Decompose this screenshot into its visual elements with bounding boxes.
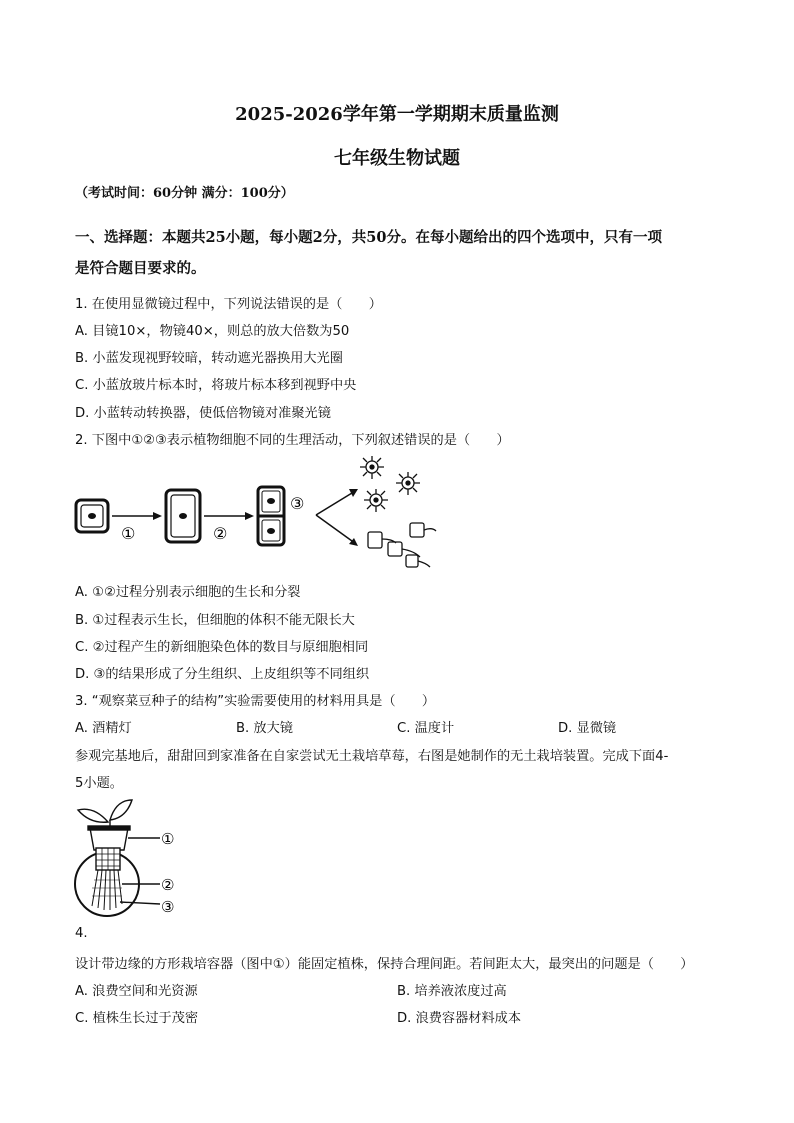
elongated-cells (368, 523, 436, 567)
question-4-option-a: A. 浪费空间和光资源 (75, 984, 198, 999)
hydroponic-device-figure (70, 798, 190, 922)
question-2-option-d: D. ③的结果形成了分生组织、上皮组织等不同组织 (75, 667, 370, 682)
question-3-option-d: D. 显微镜 (558, 721, 617, 736)
device-label-1: ① (161, 830, 175, 848)
section-heading-line2: 是符合题目要求的。 (75, 260, 206, 277)
figure-label-3: ③ (290, 494, 305, 513)
page-subtitle: 七年级生物试题 (334, 148, 460, 169)
question-2-option-b: B. ①过程表示生长，但细胞的体积不能无限长大 (75, 613, 355, 628)
question-4-option-b: B. 培养液浓度过高 (397, 984, 507, 999)
question-2-option-c: C. ②过程产生的新细胞染色体的数目与原细胞相同 (75, 640, 369, 655)
question-3-stem: 3. “观察菜豆种子的结构”实验需要使用的材料用具是（ ） (75, 694, 436, 709)
section-heading-line1: 一、选择题：本题共25小题，每小题2分，共50分。在每小题给出的四个选项中，只有一项 (75, 229, 662, 246)
cell-process-figure (70, 455, 440, 575)
figure-label-2: ② (213, 524, 228, 543)
page-title: 2025-2026学年第一学期期末质量监测 (235, 104, 559, 125)
question-4-option-c: C. 植株生长过于茂密 (75, 1011, 199, 1026)
question-3-option-c: C. 温度计 (397, 721, 455, 736)
question-4-number: 4. (75, 926, 88, 941)
device-label-3: ③ (161, 898, 175, 916)
original-cell (76, 500, 108, 532)
question-3-option-a: A. 酒精灯 (75, 721, 132, 736)
device-label-2: ② (161, 876, 175, 894)
question-1-option-a: A. 目镜10×，物镜40×，则总的放大倍数为50 (75, 324, 350, 339)
question-1-option-d: D. 小蓝转动转换器，使低倍物镜对准聚光镜 (75, 406, 331, 421)
stellate-cells (360, 456, 420, 512)
divided-cells (258, 487, 284, 545)
question-2-option-a: A. ①②过程分别表示细胞的生长和分裂 (75, 585, 301, 600)
question-3-option-b: B. 放大镜 (236, 721, 293, 736)
grown-cell (166, 490, 200, 542)
question-1-stem: 1. 在使用显微镜过程中，下列说法错误的是（ ） (75, 297, 382, 312)
context-line-2: 5小题。 (75, 776, 123, 791)
exam-info: （考试时间：60分钟 满分：100分） (75, 186, 294, 201)
figure-label-1: ① (121, 524, 136, 543)
question-1-option-b: B. 小蓝发现视野较暗，转动遮光器换用大光圈 (75, 351, 343, 366)
context-line-1: 参观完基地后，甜甜回到家准备在自家尝试无土栽培草莓，右图是她制作的无土栽培装置。完成下面4- (75, 749, 669, 764)
question-4-stem: 设计带边缘的方形栽培容器（图中①）能固定植株，保持合理间距。若间距太大，最突出的问题是（ ） (75, 957, 694, 972)
question-2-stem: 2. 下图中①②③表示植物细胞不同的生理活动，下列叙述错误的是（ ） (75, 433, 510, 448)
question-1-option-c: C. 小蓝放玻片标本时，将玻片标本移到视野中央 (75, 378, 357, 393)
question-4-option-d: D. 浪费容器材料成本 (397, 1011, 522, 1026)
